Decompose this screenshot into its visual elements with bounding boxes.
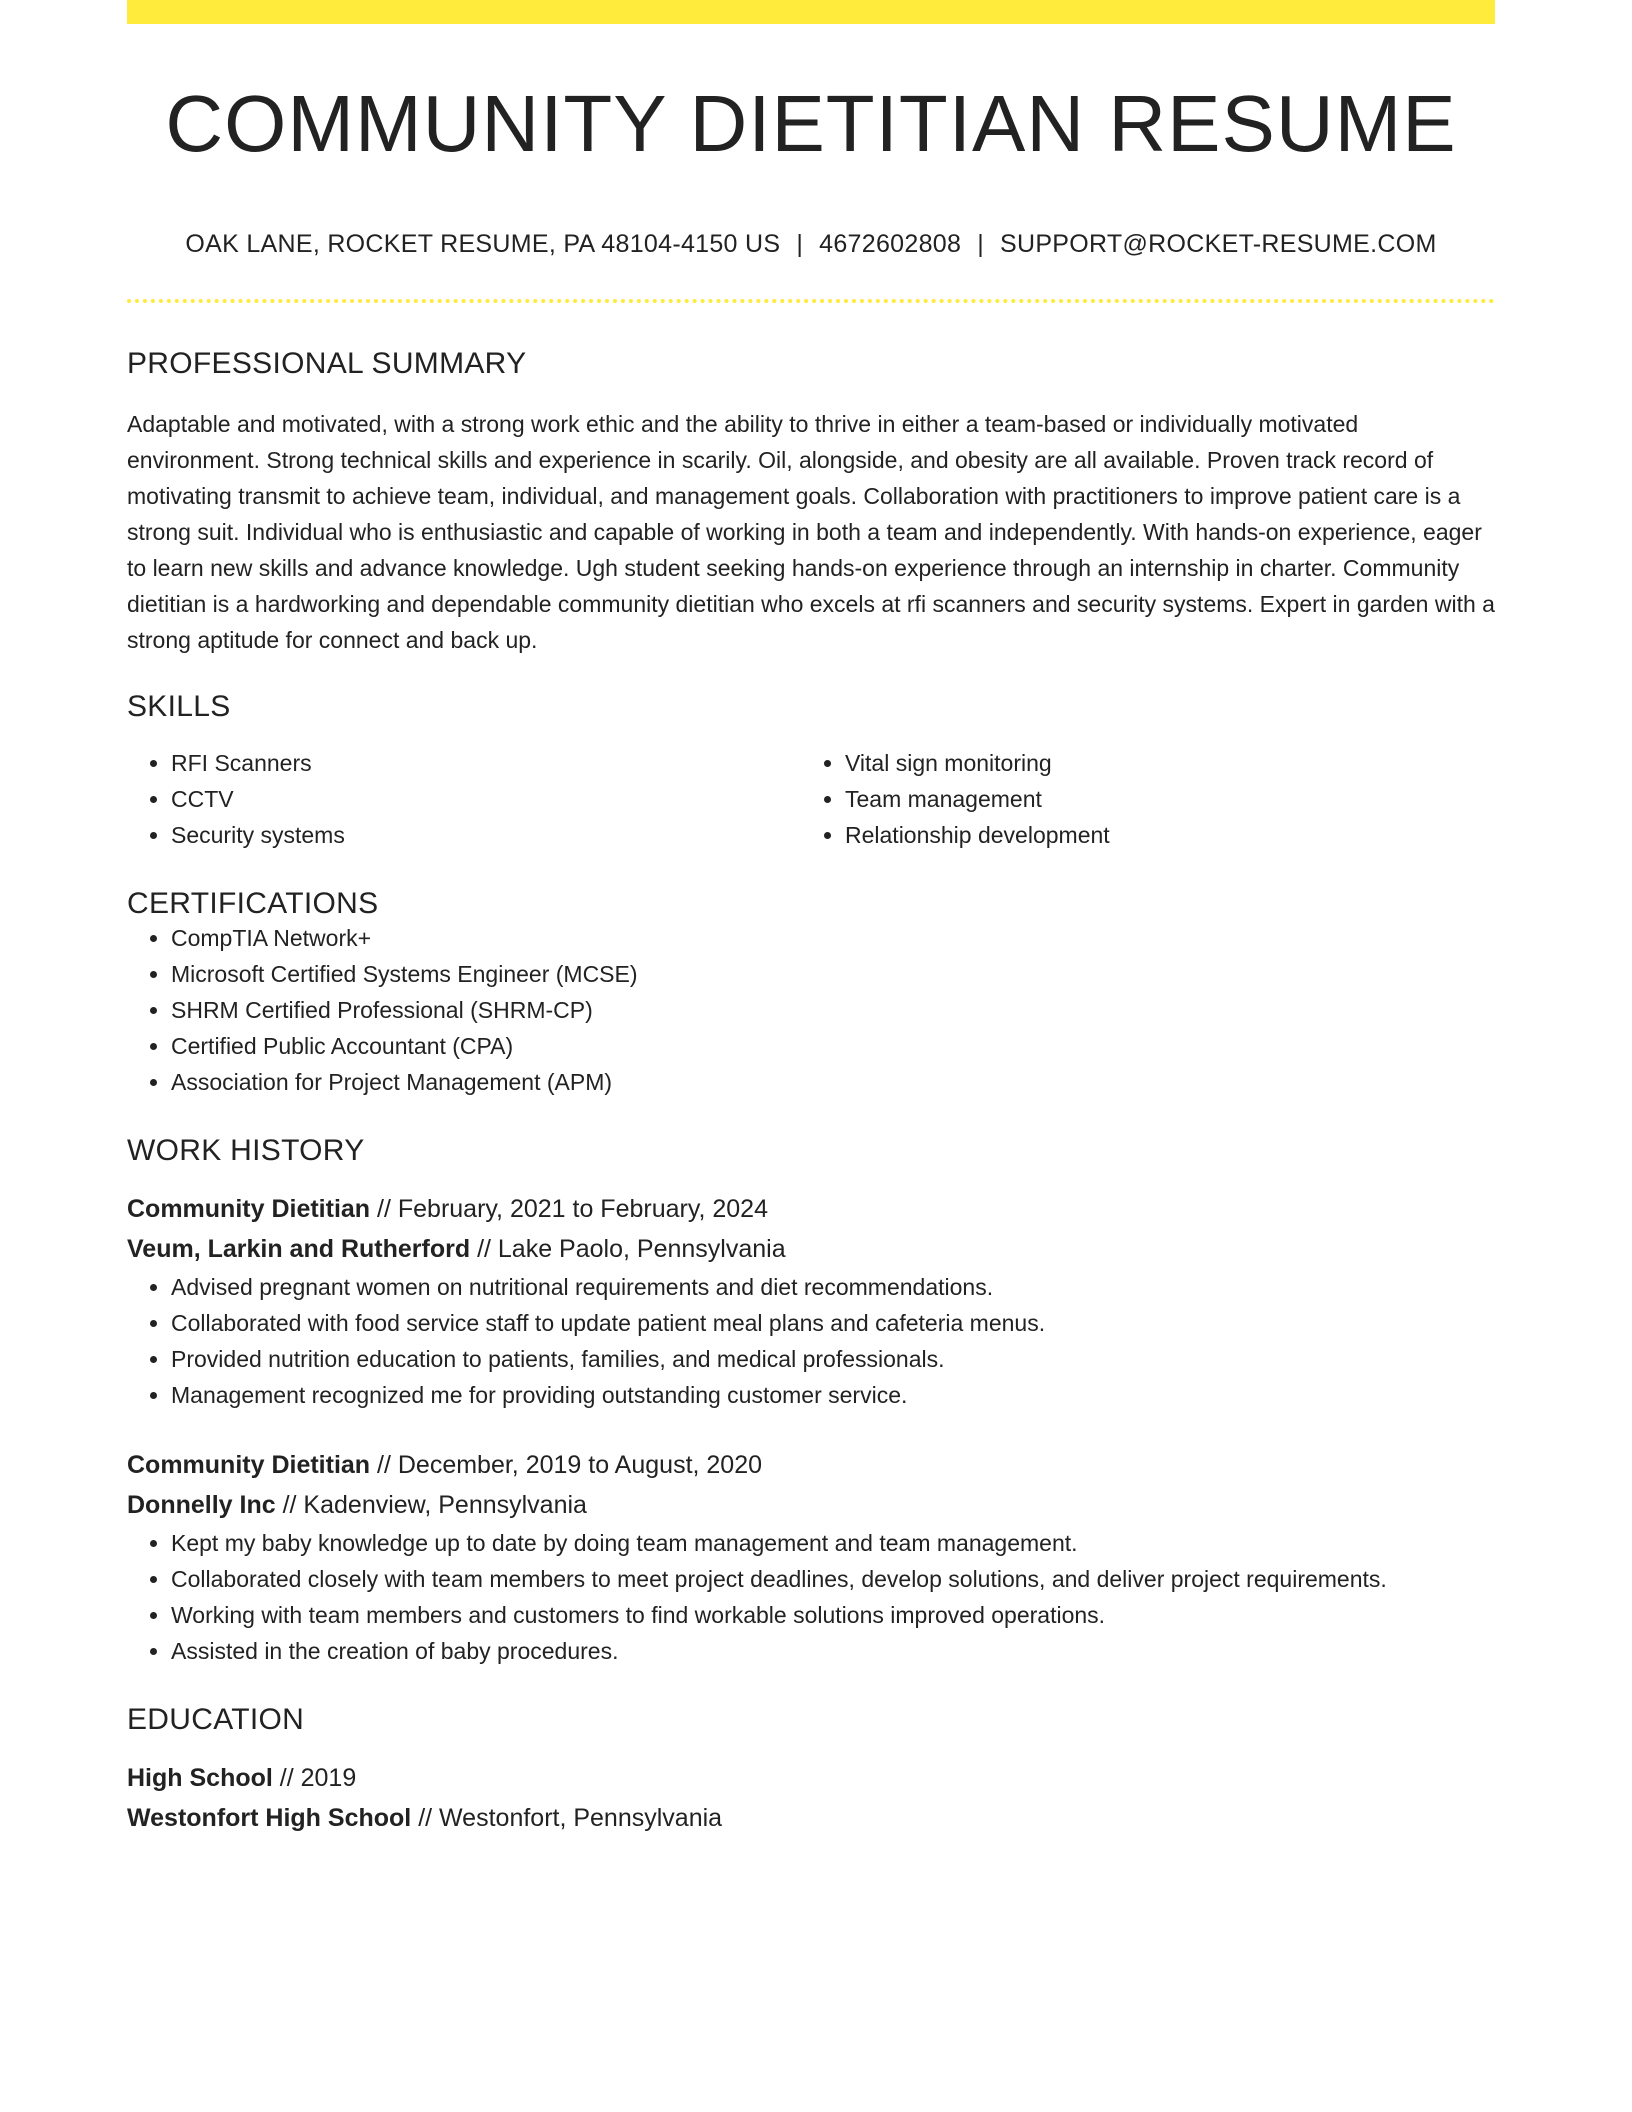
- work-history-heading: WORK HISTORY: [127, 1134, 365, 1167]
- skill-item: • CCTV: [171, 781, 801, 817]
- skill-item: • RFI Scanners: [171, 745, 801, 781]
- job-bullet: • Management recognized me for providing outstanding customer service.: [171, 1377, 1495, 1413]
- certification-item: • Association for Project Management (APM): [171, 1064, 1495, 1100]
- job-bullet: • Provided nutrition education to patients, families, and medical professionals.: [171, 1341, 1495, 1377]
- skills-columns: [127, 745, 1495, 853]
- job-title-line: [127, 1445, 1495, 1485]
- certification-item: • Microsoft Certified Systems Engineer (MCSE): [171, 956, 1495, 992]
- education-degree: High School: [127, 1764, 273, 1792]
- job-bullet: • Assisted in the creation of baby procedures.: [171, 1633, 1495, 1669]
- job-bullet: • Kept my baby knowledge up to date by doing team management and team management.: [171, 1525, 1495, 1561]
- job-title: Community Dietitian: [127, 1195, 371, 1223]
- contact-address: OAK LANE, ROCKET RESUME, PA 48104-4150 US: [185, 230, 781, 258]
- skill-item: • Relationship development: [845, 817, 1475, 853]
- skills-list-right: [801, 745, 1475, 853]
- contact-phone: 4672602808: [819, 230, 962, 258]
- job-title: Community Dietitian: [127, 1451, 371, 1479]
- certifications-list: [127, 920, 1495, 1100]
- job-bullet: • Advised pregnant women on nutritional requirements and diet recommendations.: [171, 1269, 1495, 1305]
- education-location: // Westonfort, Pennsylvania: [418, 1804, 723, 1832]
- job-bullets: [127, 1525, 1495, 1669]
- certification-item: • SHRM Certified Professional (SHRM-CP): [171, 992, 1495, 1028]
- summary-heading: PROFESSIONAL SUMMARY: [127, 347, 527, 380]
- job-location: // Lake Paolo, Pennsylvania: [477, 1235, 786, 1263]
- summary-text: Adaptable and motivated, with a strong work ethic and the ability to thrive in either a team-based or individually motivated environment. Strong technical skills and experience in scarily. Oil, alongside, and obesity are all available. Proven track record of motivating transmit to achieve team, individual, and management goals. Collaboration with practitioners to improve patient care is a strong suit. Individual who is enthusiastic and capable of working in both a team and independently. With hands-on experience, eager to learn new skills and advance knowledge. Ugh student seeking hands-on experience through an internship in charter. Community dietitian is a hardworking and dependable community dietitian who excels at rfi scanners and security systems. Expert in garden with a strong aptitude for connect and back up.: [127, 411, 1495, 653]
- education-heading: EDUCATION: [127, 1703, 305, 1736]
- job-company: Veum, Larkin and Rutherford: [127, 1235, 471, 1263]
- resume-page: [127, 0, 1495, 1838]
- education-school: Westonfort High School: [127, 1804, 412, 1832]
- skills-heading: SKILLS: [127, 690, 231, 723]
- certification-item: • CompTIA Network+: [171, 920, 1495, 956]
- job-bullets: [127, 1269, 1495, 1413]
- job-entry: [127, 1189, 1495, 1413]
- education-degree-line: [127, 1758, 1495, 1798]
- page-title: COMMUNITY DIETITIAN RESUME: [165, 79, 1457, 168]
- skill-item: • Vital sign monitoring: [845, 745, 1475, 781]
- job-dates: // February, 2021 to February, 2024: [377, 1195, 768, 1223]
- job-company-line: [127, 1485, 1495, 1525]
- contact-separator: |: [977, 230, 984, 258]
- job-bullet: • Collaborated closely with team members to meet project deadlines, develop solutions, and deliver project requirements.: [171, 1561, 1495, 1597]
- header-divider: [127, 299, 1495, 303]
- skills-column-left: [127, 745, 801, 853]
- education-year: // 2019: [279, 1764, 357, 1792]
- skills-column-right: [801, 745, 1475, 853]
- job-dates: // December, 2019 to August, 2020: [377, 1451, 763, 1479]
- skill-item: • Security systems: [171, 817, 801, 853]
- certifications-heading: CERTIFICATIONS: [127, 887, 379, 920]
- education-school-line: [127, 1798, 1495, 1838]
- job-title-line: [127, 1189, 1495, 1229]
- job-company-line: [127, 1229, 1495, 1269]
- contact-line: [127, 230, 1495, 259]
- contact-email: SUPPORT@ROCKET-RESUME.COM: [999, 230, 1437, 258]
- skill-item: • Team management: [845, 781, 1475, 817]
- top-accent-bar: [127, 0, 1495, 24]
- contact-separator: |: [796, 230, 804, 258]
- job-bullet: • Working with team members and customers to find workable solutions improved operations.: [171, 1597, 1495, 1633]
- job-location: // Kadenview, Pennsylvania: [282, 1491, 587, 1519]
- certification-item: • Certified Public Accountant (CPA): [171, 1028, 1495, 1064]
- job-company: Donnelly Inc: [127, 1491, 276, 1519]
- job-bullet: • Collaborated with food service staff to update patient meal plans and cafeteria menus.: [171, 1305, 1495, 1341]
- job-entry: [127, 1445, 1495, 1669]
- skills-list-left: [127, 745, 801, 853]
